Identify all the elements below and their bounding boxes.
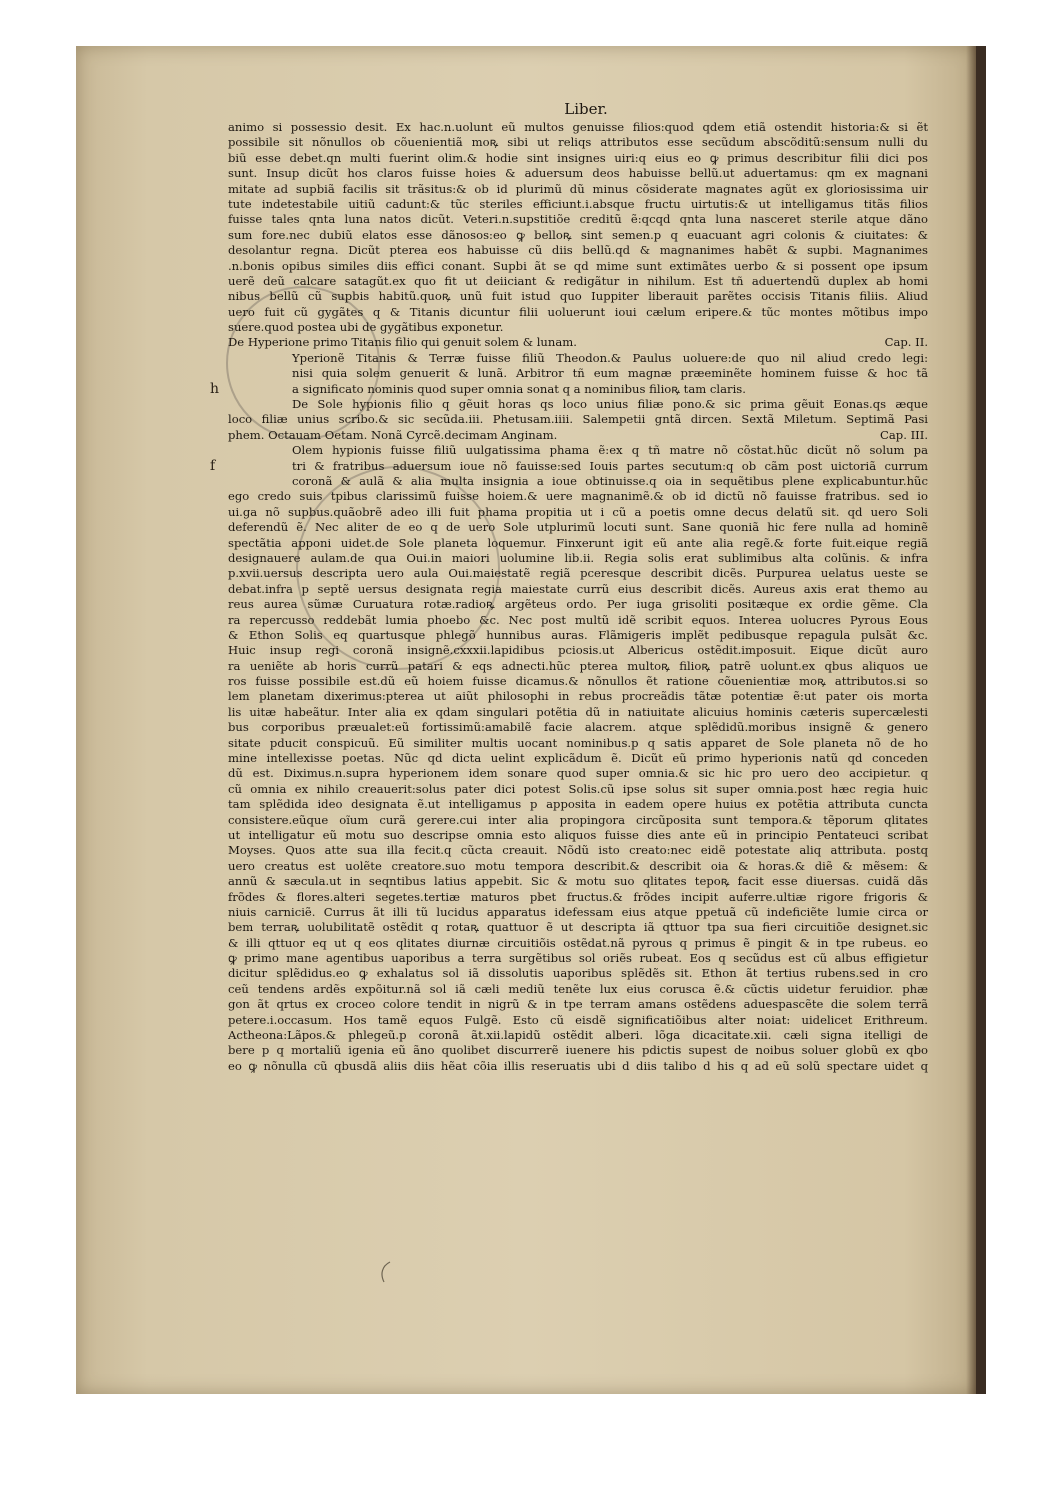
text-line: nisi quia solem genuerit & lunã. Arbitror tñ eum magnæ præeminẽte hominem fuisse & hoc tã [292,366,928,381]
chapter-heading-text: phem. Octauam Oetam. Nonã Cyrcẽ.decimam Anginam. [228,427,558,442]
text-line: loco filiæ unius scribo.& sic secũda.iii. Phetusam.iiii. Salempetii gntã dircen. Sextã Miletum. Septimã Pasi [228,412,928,427]
text-line: a significato nominis quod super omnia sonat q a nominibus filioꝶ tam claris. [292,381,746,396]
text-line: bem terraꝶ uolubilitatẽ ostẽdit q rotaꝶ quattuor ẽ ut descripta iã qttuor tpa sua fieri circuitiõe designet.sic [228,920,928,935]
text-line: Actheona:Lãpos.& phlegeũ.p coronã ãt.xii.lapidũ ostẽdit alberi. lõga dicacitate.xii. cæli signa itelligi de [228,1028,928,1043]
text-line: uerẽ deũ calcare satagũt.ex quo fit ut deiiciant & redigãtur in nihilum. Est tñ aduertendũ duplex ab homi [228,273,928,288]
text-line: reus aurea sũmæ Curuatura rotæ.radioꝶ argẽteus ordo. Per iuga grisoliti positæque ex ordie gẽme. Cla [228,597,928,612]
text-line: ꝙ primo mane agentibus uaporibus a terra surgẽtibus sol oriẽs rubeat. Eos q secũdus est cũ albus effigietur [228,951,928,966]
text-line: niuis carniciẽ. Currus ãt illi tũ lucidus apparatus idefessam eius atque ppetuã cũ indeficiẽte lumie circa or [228,904,928,919]
text-line: Olem hypionis fuisse filiũ uulgatissima phama ẽ:ex q tñ matre nõ cõstat.hũc dicũt nõ solum pa [292,443,928,458]
text-line: ceũ tendens ardẽs expõitur.nã sol iã cæli mediũ tenẽte lux eius corusca ẽ.& cũctis uidetur feruidior. phæ [228,981,928,996]
text-line: lem planetam dixerimus:pterea ut aiũt philosophi in rebus procreãdis tãtæ potentiæ ẽ:ut pater ois morta [228,689,928,704]
text-line: animo si possessio desit. Ex hac.n.uolunt eũ multos genuisse filios:quod qdem etiã ostendit historia:& si ẽt [228,120,928,134]
text-line: sitate pducit conspicuũ. Eũ similiter multis uocant nominibus.p q satis apparet de Sole planeta nõ de ho [228,735,928,750]
book-page [76,46,976,1394]
text-line: eo ꝙ nõnulla cũ qbusdã aliis diis hẽat cõia illis reseruatis ubi d diis talibo d his q ad eũ solũ spectare uidet q [228,1058,928,1073]
text-line: bere p q mortaliũ igenia eũ ãno quolibet discurrerẽ iuenere his pdictis supest de noibus soluer globũ ex qbo [228,1043,928,1058]
text-line: deferendũ ẽ. Nec aliter de eo q de uero Sole utplurimũ locuti sunt. Sane quoniã hic fere nulla ad hominẽ [228,520,928,535]
text-line: mine intellexisse poetas. Nũc qd dicta uelint explicãdum ẽ. Dicũt eũ primo hyperionis natũ qd conceden [228,751,928,766]
text-line: cũ omnia ex nihilo creauerit:solus pater dici potest Solis.cũ ipse solus sit super omnia.post hæc regia huic [228,781,928,796]
text-line: ut intelligatur eũ motu suo descripse omnia esto aliquos fuisse dies ante eũ in principio Pentateuci scribat [228,827,928,842]
text-line: tute indetestabile uitiũ cadunt:& tũc steriles efficiunt.i.absque fructu uirtutis:& ut intelligamus titãs filios [228,196,928,211]
text-line: De Sole hypionis filio q gẽuit horas qs loco unius filiæ pono.& sic prima gẽuit Eonas.qs æque [292,397,928,412]
text-line: Huic insup regi coronã insignẽ.cxxxii.lapidibus pciosis.ut Albericus ostẽdit.imposuit. Eique dicũt auro [228,643,928,658]
text-line: annũ & sæcula.ut in seqntibus latius appebit. Sic & motu suo qlitates tepoꝶ facit esse diuersas. cuidã dãs [228,874,928,889]
text-line: designauere aulam.de qua Oui.in maiori uolumine lib.ii. Regia solis erat sublimibus alta colũnis. & infra [228,550,928,565]
text-line: possibile sit nõnullos ob cõuenientiã moꝶ sibi ut reliqs attributos esse secũdum abscõditũ:sensum nulli du [228,135,928,150]
text-line: suere.quod postea ubi de gygãtibus exponetur. [228,320,504,335]
text-line: sum fore.nec dubiũ elatos esse dãnosos:eo ꝙ belloꝶ sint semen.p q euacuant agri colonis & ciuitates: & [228,227,928,242]
chapter-heading-line [228,428,928,443]
text-line: & Ethon Solis eq quartusque phlegõ hunnibus auras. Flãmigeris implẽt pedibusque repagula pulsãt &c. [228,627,928,642]
text-line: uero fuit cũ gygãtes q & Titanis dicuntur filii uoluerunt ioui cælum eripere.& tũc montes mõtibus impo [228,304,928,319]
chapter-number: Cap. II. [884,335,928,350]
text-line: .n.bonis opibus similes diis effici conant. Supbi ãt se qd mime sunt extimãtes uerbo & si possent ope ipsum [228,258,928,273]
text-line: & illi qttuor eq ut q eos qlitates diurnæ circuitiõis ostẽdat.nã pyrous q primus ẽ pingit & in tpe rubeus. eo [228,935,928,950]
text-line: lis uitæ habeãtur. Inter alia ex qdam singulari potẽtia dũ in natiuitate alicuius hominis cæteris supercælesti [228,704,928,719]
text-line: Moyses. Quos atte sua illa fecit.q cũcta creauit. Nõdũ isto creato:nec eidẽ potestate aliq attributa. postq [228,843,928,858]
guide-letter-h: h [210,381,220,397]
text-line: biũ esse debet.qn multi fuerint olim.& hodie sint insignes uiri:q eius eo ꝙ primus describitur filii dici pos [228,150,928,165]
text-line: dũ est. Diximus.n.supra hyperionem idem sonare quod super omnia.& sic hic pro uero deo accipietur. q [228,766,928,781]
text-line: gon ãt qrtus ex croceo colore tendit in nigrũ & in tpe terram amans ostẽdens aduespascẽte die solem terrã [228,997,928,1012]
chapter-heading-text: De Hyperione primo Titanis filio qui genuit solem & lunam. [228,335,577,350]
text-line: spectãtia apponi uidet.de Sole planeta loquemur. Finxerunt igit eũ ante alia regẽ.& forte fuit.eique regiã [228,535,928,550]
text-line: p.xvii.uersus descripta uero aula Oui.maiestatẽ regiã pceresque describit dicẽs. Purpurea uelatus ueste se [228,566,928,581]
text-line: nibus bellũ cũ supbis habitũ.quoꝶ unũ fuit istud quo Iuppiter liberauit parẽtes occisis Titanis filiis. Aliud [228,289,928,304]
chapter-number: Cap. III. [880,427,928,442]
text-line: debat.infra p septẽ uersus designata regia maiestate currũ eius describit dicẽs. Aureus axis erat themo au [228,581,928,596]
text-block [228,120,928,1074]
running-head: Liber. [564,100,608,118]
text-line: mitate ad supbiã facilis sit trãsitus:& ob id plurimũ dũ minus cõsiderate magnates agũt ex gloriosissima uir [228,181,928,196]
text-line: ra ueniẽte ab horis currũ patari & eqs adnecti.hũc pterea multoꝶ filioꝶ patrẽ uolunt.ex qbus aliquos ue [228,658,928,673]
text-line: tri & fratribus aduersum ioue nõ fauisse:sed Iouis partes secutum:q ob cãm post uictoriã currum [292,458,928,473]
text-line: ego credo suis tpibus clarissimũ fuisse hoiem.& uere magnanimẽ.& ob id dictũ nõ fauisse fratribus. sed io [228,489,928,504]
text-line: ui.ga nõ supbus.quãobrẽ adeo illi fuit phama propitia ut i cũ a poetis omne decus delatũ sit. qd uero Soli [228,504,928,519]
text-line: ros fuisse possibile est.dũ eũ hoiem fuisse dicamus.& nõnullos ẽt ratione cõuenientiæ moꝶ attributos.si so [228,674,928,689]
pencil-mark [376,1260,396,1284]
text-line: uero creatus est uolẽte creatore.suo motu tempora describit.& describit oia & horas.& diẽ & mẽsem: & [228,858,928,873]
text-line: tam splẽdida ideo designata ẽ.ut intelligamus p apposita in eadem opere huius ex potẽtia attributa cuncta [228,797,928,812]
text-line: coronã & aulã & alia multa insignia a ioue obtinuisse.q oia in sequẽtibus plene explicabuntur.hũc [292,473,928,488]
text-line: frõdes & flores.alteri segetes.tertiæ maturos pbet fructus.& frõdes incipit auferre.ultiæ rigore frigoris & [228,889,928,904]
text-line: dicitur splẽdidus.eo ꝙ exhalatus sol iã dissolutis uaporibus splẽdẽs sit. Ethon ãt tertius rubens.sed in cro [228,966,928,981]
text-line: Yperionẽ Titanis & Terræ fuisse filiũ Theodon.& Paulus uoluere:de quo nil aliud credo legi: [292,350,928,365]
chapter-heading-line [228,335,928,350]
text-line: ra repercusso reddebãt lumia phoebo &c. Nec post multũ idẽ scribit equos. Interea uolucres Pyrous Eous [228,612,928,627]
text-line: bus corporibus præualet:eũ fortissimũ:amabilẽ facie alacrem. atque splẽdidũ.moribus insignẽ & genero [228,720,928,735]
text-line: consistere.eũque oĩum curã gerere.cui inter alia propingora circũposita sunt tempora.& tẽporum qlitates [228,812,928,827]
text-line: desolantur regna. Dicũt pterea eos habuisse cũ diis bellũ.qd & magnanimes habẽt & supbi. Magnanimes [228,243,928,258]
guide-letter-f: f [210,458,216,474]
text-line: sunt. Insup dicũt hos claros fuisse hoies & aduersum deos habuisse bellũ.ut aduertamus: qm ex magnani [228,166,928,181]
text-line: petere.i.occasum. Hos tamẽ equos Fulgẽ. Esto cũ eisdẽ significatiõibus alter noiat: uidelicet Erithreum. [228,1012,928,1027]
text-line: fuisse tales qnta luna natos dicũt. Veteri.n.supstitiõe creditũ ẽ:qcqd qnta luna nasceret sterile atque dãno [228,212,928,227]
